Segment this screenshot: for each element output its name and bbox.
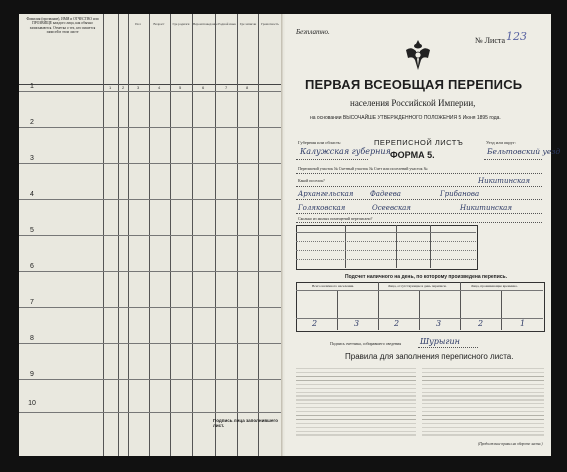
counter-signature: Шурыгин: [420, 337, 460, 346]
manager-surname: Осеевская: [372, 204, 411, 212]
sheet-count-label: Сколько из жилых помещений переписано?: [298, 216, 373, 221]
district-underline: [296, 173, 542, 174]
place-value: Никитинская: [478, 177, 530, 185]
ledger-row-number: 9: [30, 371, 34, 378]
owner-value: Архангельская: [298, 190, 354, 198]
ledger-col-number: 6: [202, 85, 205, 90]
ledger-row-number: 2: [30, 119, 34, 126]
sheet-number-handwritten: 123: [506, 30, 527, 43]
ledger-row-rule: [19, 163, 283, 164]
ledger-header-literacy: Грамотность: [261, 22, 279, 26]
summary-divider: [419, 290, 420, 330]
sheet-count-underline: [296, 222, 542, 223]
sheet-label: ПЕРЕПИСНОЙ ЛИСТЪ: [374, 138, 464, 147]
ledger-row-rule: [19, 343, 283, 344]
ledger-row-number: 8: [30, 335, 34, 342]
ledger-row-number: 7: [30, 299, 34, 306]
owner-extra: Грибанова: [440, 190, 480, 198]
table-rule: [296, 232, 476, 233]
table-rule: [296, 259, 476, 260]
province-underline: [296, 159, 368, 160]
table-rule: [296, 241, 476, 242]
province-value: Калужская губерния: [300, 147, 391, 156]
counter-label: Подпись счетчика, собиравшего сведения: [330, 341, 402, 346]
province-label: Губерния или область:: [298, 140, 342, 145]
ledger-col-number: 7: [225, 85, 228, 90]
summary-value: 3: [436, 319, 442, 328]
rules-title: Правила для заполнения переписного листа.: [345, 352, 514, 361]
ledger-header-registered: Где записан: [239, 22, 257, 26]
ledger-col-number: 8: [246, 85, 249, 90]
summary-value: 3: [354, 319, 360, 328]
summary-col-absent: Лица, отсутствующие в день переписи.: [388, 284, 447, 288]
ledger-header-birthplace: Где родился: [172, 22, 190, 26]
owner-underline: [296, 199, 542, 200]
summary-col-temporary: Лица, проживающие временно.: [471, 284, 518, 288]
ledger-row-number: 1: [30, 83, 34, 90]
manager-underline: [296, 213, 542, 214]
sheet-number-label: № Листа: [475, 36, 506, 45]
ledger-row-rule: [19, 307, 283, 308]
ledger-row-number: 3: [30, 155, 34, 162]
dwellings-side-note: [480, 225, 544, 271]
ledger-row-rule: [19, 127, 283, 128]
ledger-row-rule: [19, 379, 283, 380]
place-label: Какой поселок?: [298, 178, 325, 183]
rules-column-left: [296, 366, 416, 438]
ledger-signature-label: Подпись лица заполнившего лист.: [213, 418, 278, 428]
ledger-header-name-column: Фамилия (прозвание), ИМЯ и ОТЧЕСТВО или ПРОЗВИЩЕ каждого лица, как обычно записываются. Отметка о тех, кто пишется записей в этом листе: [26, 17, 99, 34]
summary-value: 2: [478, 319, 484, 328]
summary-value: 1: [520, 319, 526, 328]
ledger-row-rule: [19, 271, 283, 272]
manager-value: Голяковская: [298, 204, 346, 212]
form-title: ПЕРВАЯ ВСЕОБЩАЯ ПЕРЕПИСЬ: [305, 77, 523, 92]
summary-rule: [296, 318, 543, 319]
owner-surname: Фадеева: [370, 190, 401, 198]
county-label: Уезд или округ:: [486, 140, 516, 145]
free-label: Безплатно.: [296, 28, 330, 36]
summary-value: 2: [394, 319, 400, 328]
ledger-col-number: 2: [122, 85, 125, 90]
imperial-eagle-icon: [403, 38, 433, 72]
summary-col-present: Всего наличного населения.: [312, 284, 354, 288]
ledger-col-number: 3: [137, 85, 140, 90]
ledger-row-number: 5: [30, 227, 34, 234]
ledger-col-number: 1: [109, 85, 112, 90]
rules-column-right: [422, 366, 544, 438]
summary-divider: [501, 290, 502, 330]
rules-continuation-note: (Продолжение правил на обороте листа.): [478, 442, 543, 446]
ledger-header-language: Родной язык: [218, 22, 236, 26]
ledger-row-number: 4: [30, 191, 34, 198]
summary-divider: [337, 290, 338, 330]
form-basis: на основании ВЫСОЧАЙШЕ УТВЕРЖДЕННОГО ПОЛОЖЕНИЯ 5 Июня 1895 года.: [310, 115, 501, 121]
counter-underline: [418, 347, 478, 348]
county-underline: [484, 159, 542, 160]
ledger-row-number: 6: [30, 263, 34, 270]
ledger-row-number: 10: [28, 400, 36, 407]
manager-extra: Никитинская: [460, 204, 512, 212]
summary-title: Подсчет наличного на день, по которому произведена перепись.: [345, 274, 508, 280]
ledger-header-religion: Вероисповедание: [193, 22, 218, 26]
ledger-col-number: 5: [179, 85, 182, 90]
summary-value: 2: [312, 319, 318, 328]
summary-rule: [296, 290, 543, 291]
ledger-row-rule: [19, 412, 283, 413]
place-underline: [296, 186, 542, 187]
ledger-col-number: 4: [158, 85, 161, 90]
form-subtitle: населения Российской Империи,: [350, 98, 476, 108]
ledger-header-age: Возраст: [153, 22, 165, 26]
ledger-row-rule: [19, 235, 283, 236]
ledger-row-rule: [19, 199, 283, 200]
county-value: Бельтовский уезд: [487, 147, 561, 156]
left-ledger-page: [19, 14, 283, 456]
district-line: Переписной участок № Счетный участок № Счет или поселений участок №: [298, 166, 428, 171]
ledger-header-sex: Пол: [135, 22, 141, 26]
ledger-row-rule: [19, 91, 283, 92]
table-rule: [296, 250, 476, 251]
form-number-label: ФОРМА 5.: [390, 150, 435, 160]
ledger-header: [19, 14, 283, 85]
